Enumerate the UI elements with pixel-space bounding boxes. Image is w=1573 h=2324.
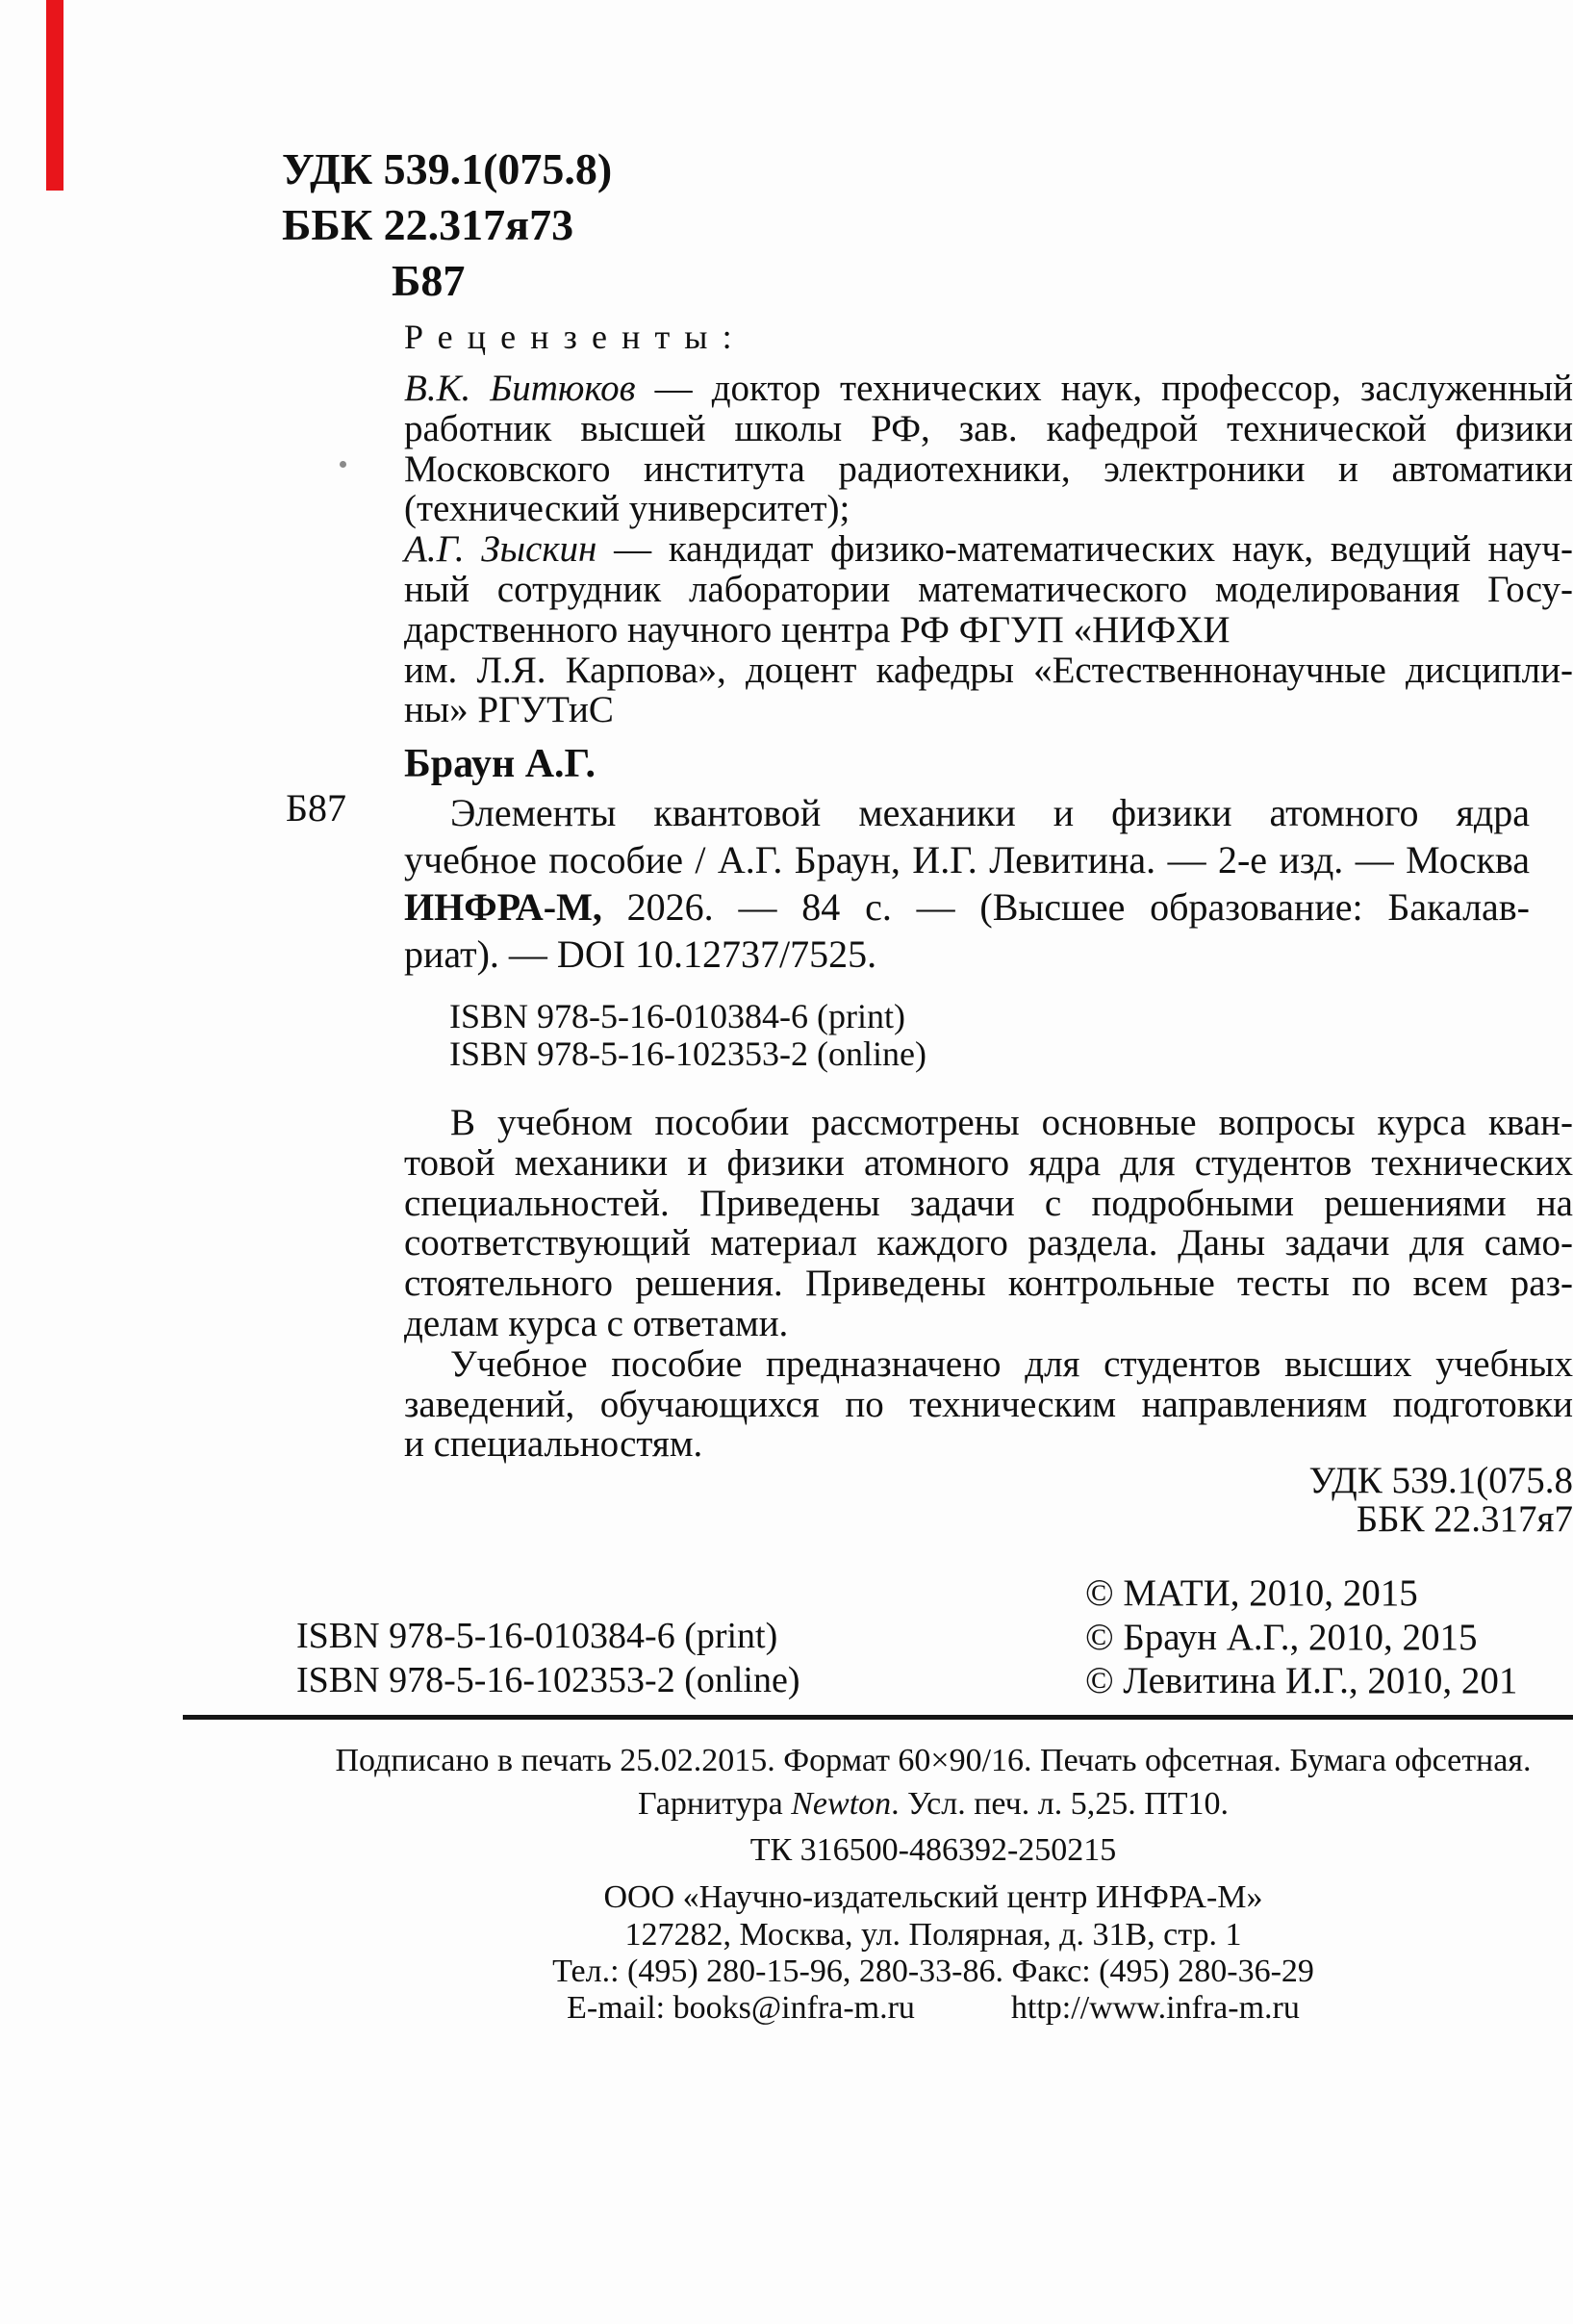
card-isbn-block — [449, 998, 926, 1073]
reviewers-heading: Рецензенты: — [404, 318, 747, 356]
classification-bottom — [962, 1462, 1573, 1538]
reviewers-block — [404, 369, 1573, 730]
text-line: Элементы квантовой механики и физики атомного ядра — [450, 791, 1530, 834]
udk-code-bottom: УДК 539.1(075.8 — [1308, 1460, 1573, 1501]
text-line: ISBN 978-5-16-102353-2 (online) — [296, 1659, 800, 1700]
text-line: (технический университет); — [404, 488, 850, 530]
text-line: Подписано в печать 25.02.2015. Формат 60×90/16. Печать офсетная. Бумага офсетная. — [335, 1743, 1532, 1778]
text-line: стоятельного решения. Приведены контрольные тесты по всем раз- — [404, 1263, 1573, 1305]
text-line: Гарнитура Newton. Усл. печ. л. 5,25. ПТ10. — [637, 1786, 1230, 1822]
text-line: специальностей. Приведены задачи с подробными решениями на — [404, 1182, 1573, 1224]
catalog-card-sign: Б87 — [286, 786, 346, 830]
red-scan-artifact — [46, 0, 63, 191]
text-line: товой механики и физики атомного ядра для студентов технических — [404, 1141, 1573, 1184]
text-line: © Браун А.Г., 2010, 2015 — [1085, 1616, 1478, 1658]
text-line: учебное пособие / А.Г. Браун, И.Г. Левитина. — 2-е изд. — Москва — [404, 838, 1530, 881]
text-line: ООО «Научно-издательский центр ИНФРА-М» — [603, 1879, 1263, 1915]
divider-rule — [183, 1715, 1573, 1720]
copyright-block — [1085, 1571, 1517, 1703]
text-line: © Левитина И.Г., 2010, 201 — [1085, 1660, 1518, 1701]
text-line: ИНФРА-М, 2026. — 84 с. — (Высшее образование: Бакалав- — [404, 885, 1530, 929]
imprint-block — [289, 1743, 1573, 2027]
bbk-code-bottom: ББК 22.317я7 — [1356, 1497, 1573, 1540]
text-line: E-mail: books@infra-m.ru http://www.infra-m.ru — [567, 1990, 1300, 2026]
text-line: делам курса с ответами. — [404, 1302, 789, 1344]
udk-code-top: УДК 539.1(075.8) — [282, 144, 613, 193]
scan-speck — [340, 461, 346, 468]
text-line: ТК 316500-486392-250215 — [749, 1832, 1117, 1868]
text-line: Тел.: (495) 280-15-96, 280-33-86. Факс: (495) 280-36-29 — [552, 1954, 1314, 1989]
text-line: 127282, Москва, ул. Полярная, д. 31В, стр. 1 — [624, 1917, 1242, 1953]
text-line: В.К. Битюков — доктор технических наук, профессор, заслуженный — [404, 368, 1573, 409]
text-line: В учебном пособии рассмотрены основные вопросы курса кван- — [450, 1102, 1573, 1143]
text-line: работник высшей школы РФ, зав. кафедрой технической физики — [404, 407, 1573, 449]
text-line: Московского института радиотехники, электроники и автоматики — [404, 447, 1573, 490]
text-line: риат). — DOI 10.12737/7525. — [404, 932, 877, 976]
text-line: и специальностям. — [404, 1423, 703, 1466]
text-line: Учебное пособие предназначено для студентов высших учебных — [450, 1342, 1573, 1385]
author-sign-top: Б87 — [392, 256, 466, 305]
text-line: © МАТИ, 2010, 2015 — [1085, 1572, 1418, 1614]
catalog-card-author: Браун А.Г. — [404, 742, 596, 786]
text-line: ный сотрудник лаборатории математического моделирования Госу- — [404, 568, 1573, 610]
text-line: ны» РГУТиС — [404, 689, 614, 731]
annotation-block — [404, 1103, 1573, 1465]
bbk-code-top: ББК 22.317я73 — [282, 200, 574, 249]
text-line: А.Г. Зыскин — кандидат физико-математических наук, ведущий науч- — [404, 528, 1573, 571]
text-line: им. Л.Я. Карпова», доцент кафедры «Естественнонаучные дисципли- — [404, 649, 1573, 691]
text-line: ISBN 978-5-16-102353-2 (online) — [449, 1034, 926, 1073]
text-line: соответствующий материал каждого раздела. Даны задачи для само- — [404, 1222, 1573, 1264]
isbn-bottom-block — [296, 1615, 799, 1702]
catalog-card-description — [404, 789, 1530, 978]
text-line: ISBN 978-5-16-010384-6 (print) — [296, 1616, 778, 1656]
text-line: дарственного научного центра РФ ФГУП «НИФХИ — [404, 608, 1230, 651]
text-line: ISBN 978-5-16-010384-6 (print) — [449, 997, 905, 1035]
text-line: заведений, обучающихся по техническим направлениям подготовки — [404, 1383, 1573, 1425]
